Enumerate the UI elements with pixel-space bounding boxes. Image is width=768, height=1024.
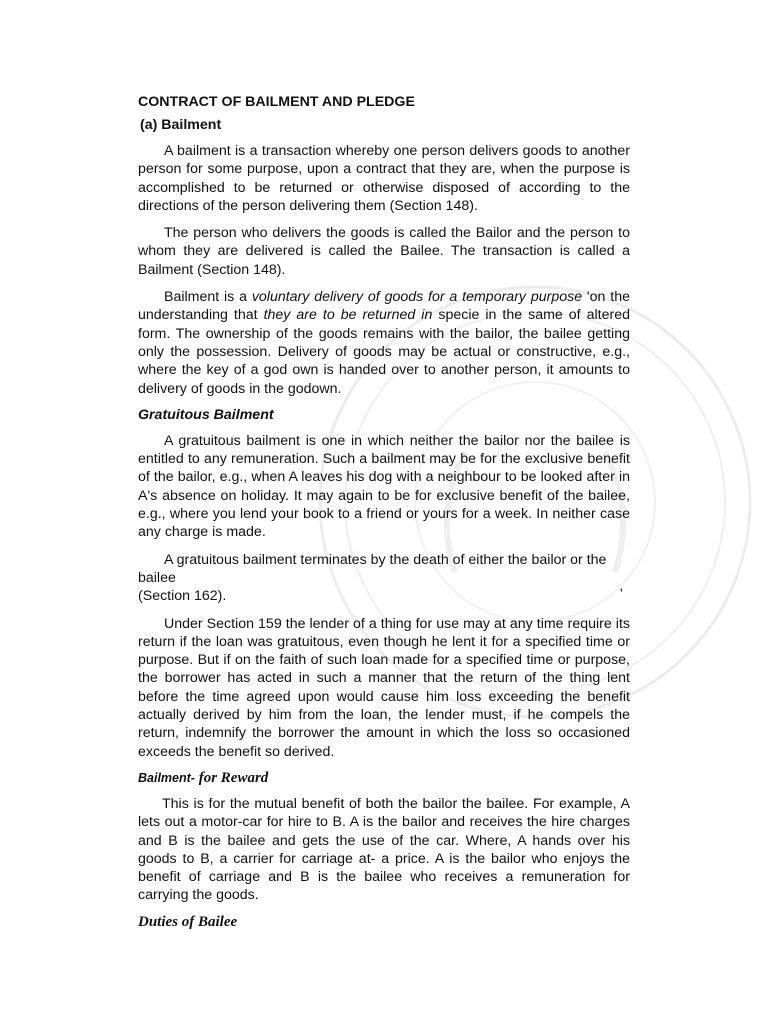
document-page (138, 92, 630, 932)
text-run: specie in the same of altered form. The ownership of the goods remains with the bailor, the bailee getting only the possession. Delivery of goods may be actual or constructive, e.g., where the key of a god own is handed over to another person, it amounts to delivery of goods in the godown. (138, 307, 630, 397)
paragraph-reward: This is for the mutual benefit of both the bailor the bailee. For example, A lets out a motor-car for hire to B. A is the bailor and receives the hire charges and B is the bailee and gets the use of the car. Where, A hands over his goods to B, a carrier for carriage at- a price. A is the bailor who enjoys the benefit of carriage and B is the bailee who receives a remuneration for carrying the goods. (138, 795, 630, 904)
document-title: CONTRACT OF BAILMENT AND PLEDGE (138, 94, 415, 110)
paragraph-gratuitous: A gratuitous bailment is one in which neither the bailor nor the bailee is entitled to any remuneration. Such a bailment may be for the exclusive benefit of the bailor, e.g., when A leaves his dog with a neighbour to be looked after in A's absence on holiday. It may again to be for exclusive benefit of the bailee, e.g., where you lend your book to a friend or yours for a week. In neither case any charge is made. (138, 432, 630, 541)
section-heading-bailment: (a) Bailment (140, 117, 222, 133)
text-run: Bailment is a (164, 289, 252, 306)
section-heading-reward (138, 768, 630, 788)
paragraph-section-159: Under Section 159 the lender of a thing for use may at any time require its return if the loan was gratuitous, even though he lent it for a specified time or purpose. But if on the faith of such loan made for a specified time or purpose, the borrower has acted in such a manner that the return of the thing lent before the time agreed upon would cause him loss exceeding the benefit actually derived by him from the loan, the lender must, if he compels the return, indemnify the borrower the amount in which the loss so occasioned exceeds the benefit so derived. (138, 615, 630, 760)
heading-rest: for Reward (194, 769, 269, 786)
stray-mark: ' (620, 585, 623, 601)
paragraph-termination (138, 551, 630, 606)
emphasis-text: they are to be returned in (263, 307, 433, 324)
heading-lead: Bailment- (138, 770, 195, 785)
paragraph-voluntary-delivery (138, 288, 630, 398)
text-run: 'on the understanding that (138, 289, 630, 324)
section-heading-gratuitous: Gratuitous Bailment (138, 406, 274, 423)
text-line: (Section 162). (138, 588, 227, 605)
emphasis-text: voluntary delivery of goods for a temporary purpose (251, 289, 583, 306)
text-line: A gratuitous bailment terminates by the death of either the bailor or the (164, 551, 607, 568)
section-heading-duties: Duties of Bailee (138, 913, 238, 930)
paragraph-definition: A bailment is a transaction whereby one person delivers goods to another person for some purpose, upon a contract that they are, when the purpose is accomplished to be returned or otherwise disposed of according to the directions of the person delivering them (Section 148). (138, 143, 630, 214)
text-line: bailee (138, 569, 176, 586)
paragraph-bailor-bailee: The person who delivers the goods is called the Bailor and the person to whom they are delivered is called the Bailee. The transaction is called a Bailment (Section 148). (138, 225, 630, 278)
